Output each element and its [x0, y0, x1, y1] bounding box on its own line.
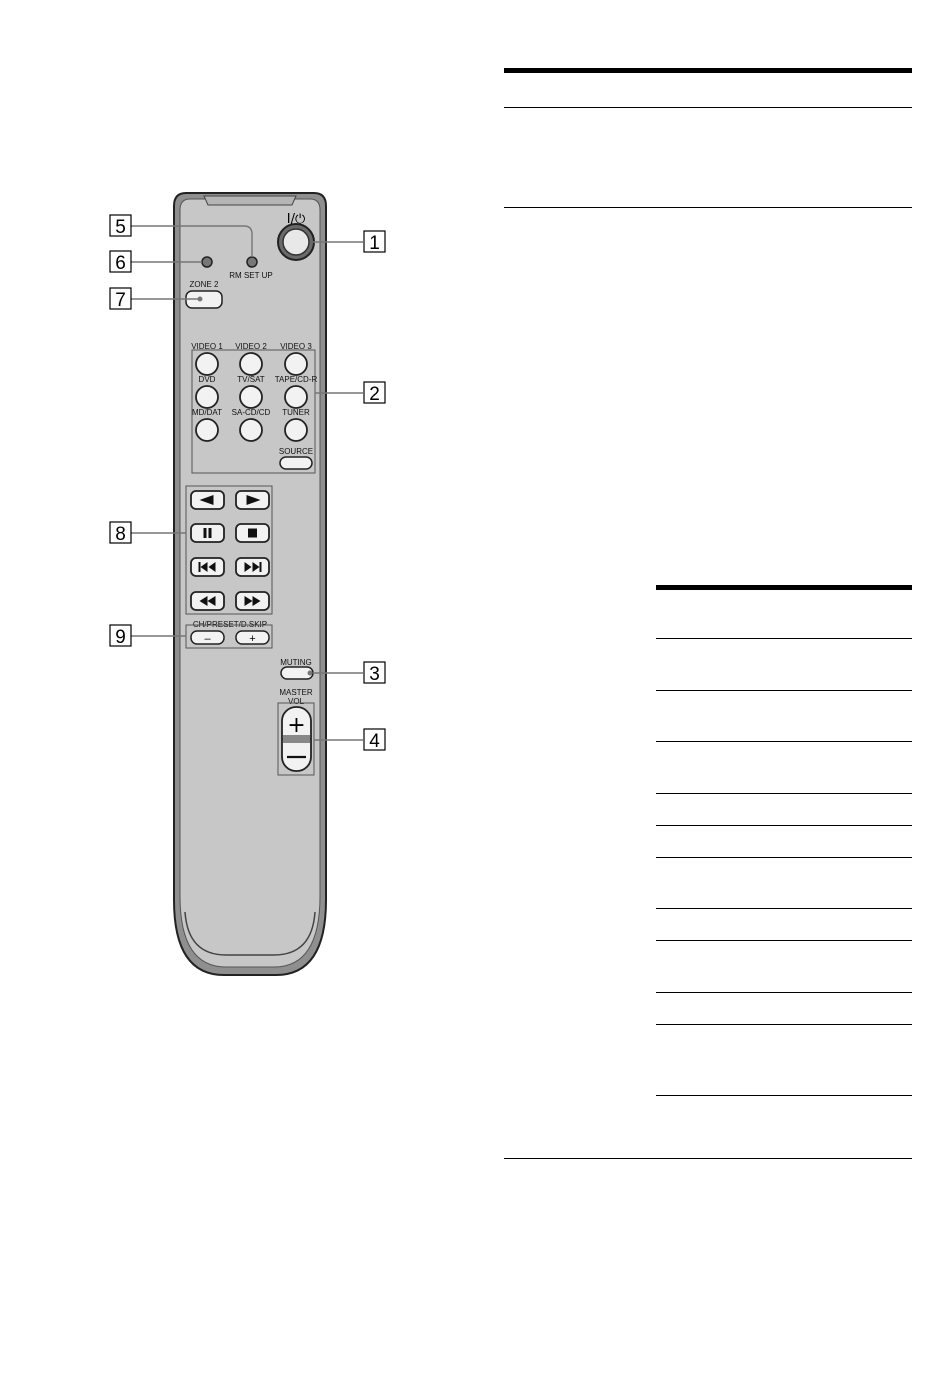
power-label: I/⏻	[286, 212, 306, 227]
input-label: TUNER	[282, 408, 310, 417]
indicator-lamp	[202, 257, 212, 267]
input-label: TV/SAT	[237, 375, 265, 384]
stop-icon	[248, 529, 257, 538]
muting-label: MUTING	[280, 658, 312, 667]
callout-number: 9	[115, 627, 126, 648]
table2-rule	[656, 1024, 912, 1025]
svg-text:+: +	[287, 713, 306, 738]
power-button[interactable]	[278, 224, 314, 260]
zone2-label: ZONE 2	[189, 280, 219, 289]
input-label: VIDEO 3	[280, 342, 312, 351]
table2-rule	[656, 638, 912, 639]
callout-number: 7	[115, 290, 126, 311]
ch-plus-label: +	[249, 633, 256, 645]
callout-number: 4	[369, 731, 380, 752]
top-rule-thick	[504, 68, 912, 73]
rm-setup-label: RM SET UP	[229, 271, 273, 280]
table2-rule	[656, 741, 912, 742]
callout-number: 5	[115, 217, 126, 238]
source-button[interactable]	[280, 457, 312, 469]
input-label: VIDEO 2	[235, 342, 267, 351]
table2-rule	[656, 992, 912, 993]
table2-rule-thick	[656, 585, 912, 590]
table-bottom-rule	[504, 1158, 912, 1159]
master-vol-label-1: MASTER	[279, 688, 313, 697]
remote-body	[174, 193, 326, 975]
callout-number: 3	[369, 664, 380, 685]
table2-rule	[656, 825, 912, 826]
input-label: TAPE/CD-R	[274, 375, 318, 384]
table1-rule-2	[504, 207, 912, 208]
input-label: SA-CD/CD	[231, 408, 271, 417]
callout-number: 2	[369, 384, 380, 405]
input-label: DVD	[198, 375, 216, 384]
table2-rule	[656, 690, 912, 691]
table2-rule	[656, 857, 912, 858]
ch-minus-label: –	[204, 633, 211, 645]
input-button[interactable]	[240, 419, 262, 441]
table2-rule	[656, 793, 912, 794]
master-vol-rocker[interactable]	[282, 707, 311, 771]
table2-rule	[656, 940, 912, 941]
callout-number: 1	[369, 233, 380, 254]
table1-rule-1	[504, 107, 912, 108]
table2-rule	[656, 1095, 912, 1096]
callout-number: 6	[115, 253, 126, 274]
ch-preset-label: CH/PRESET/D.SKIP	[192, 620, 268, 629]
master-vol-label-2: VOL	[287, 697, 305, 706]
input-button[interactable]	[285, 353, 307, 375]
input-button[interactable]	[285, 419, 307, 441]
rm-setup-button[interactable]	[247, 257, 257, 267]
input-button[interactable]	[196, 386, 218, 408]
input-button[interactable]	[196, 353, 218, 375]
input-button[interactable]	[285, 386, 307, 408]
source-label: SOURCE	[278, 447, 314, 456]
callout-number: 8	[115, 524, 126, 545]
input-label: MD/DAT	[191, 408, 223, 417]
input-button[interactable]	[196, 419, 218, 441]
input-label: VIDEO 1	[191, 342, 223, 351]
input-button[interactable]	[240, 353, 262, 375]
input-button[interactable]	[240, 386, 262, 408]
transport-button[interactable]	[191, 524, 224, 542]
table2-rule	[656, 908, 912, 909]
